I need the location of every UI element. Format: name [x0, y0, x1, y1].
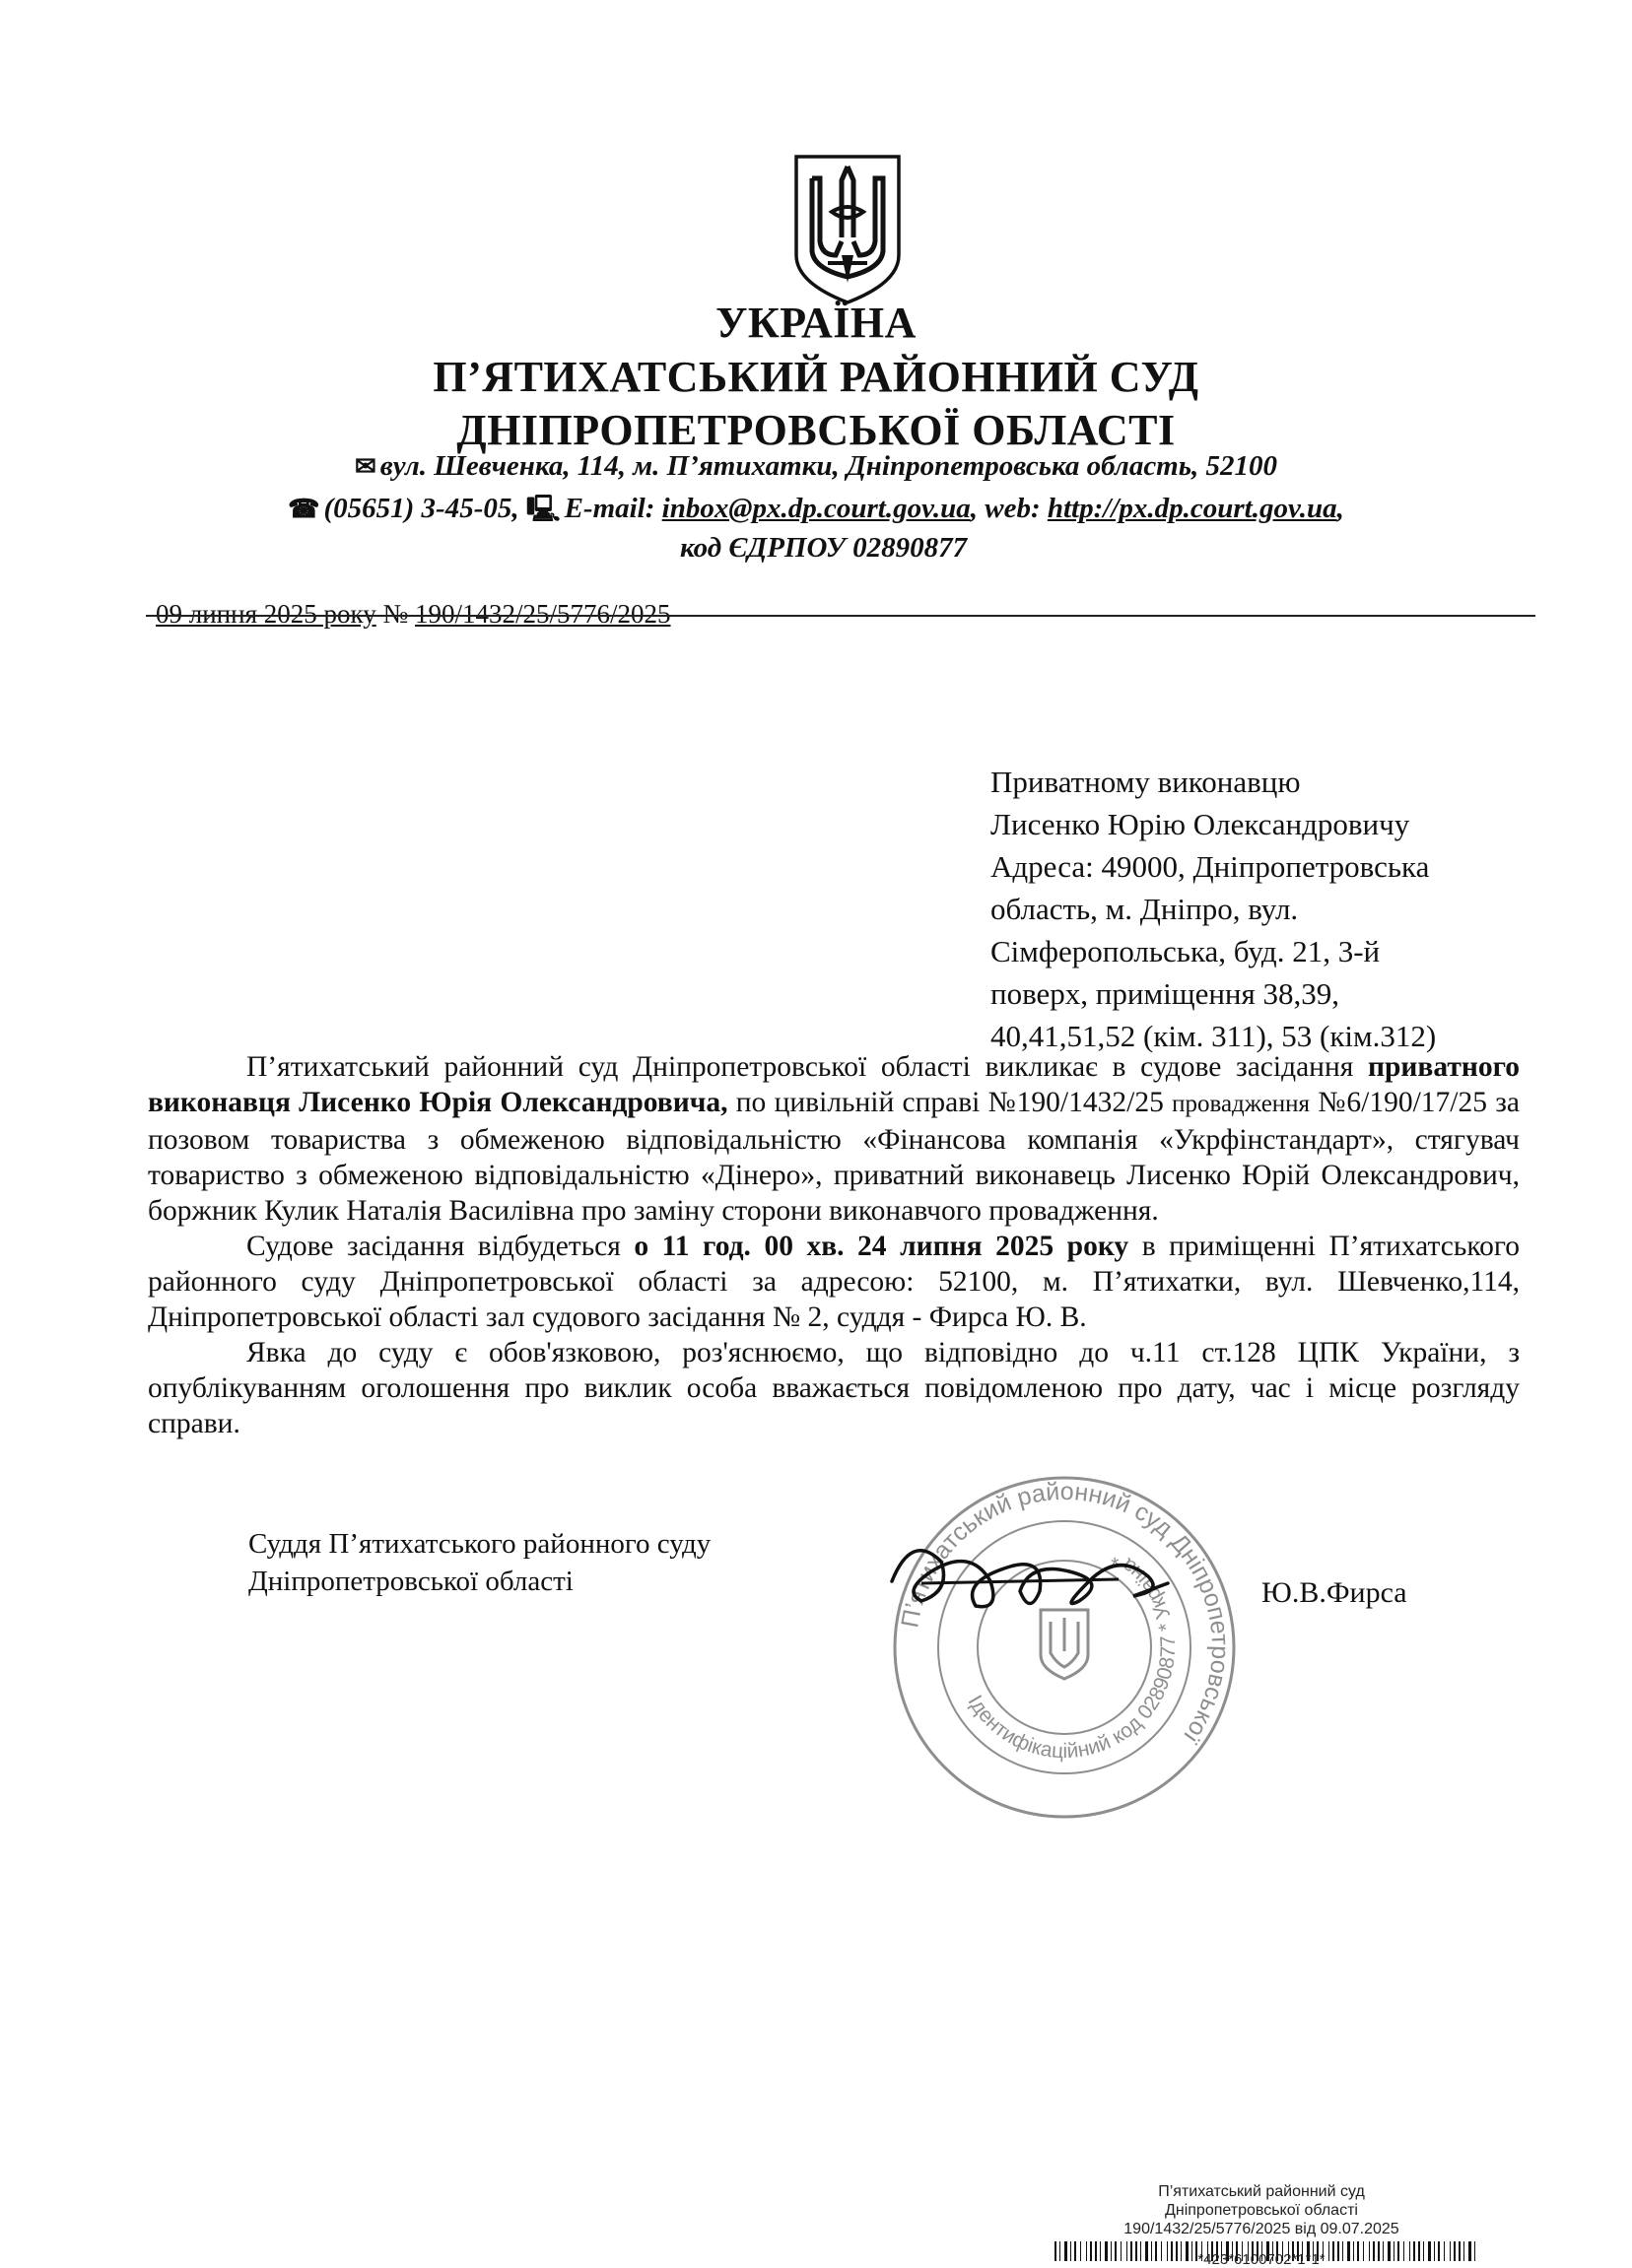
- attendance-paragraph: Явка до суду є обов'язковою, роз'яснюємо, що відповідно до ч.11 ст.128 ЦПК України, з опублікуванням оголошення про виклик особа вважається повідомленою про дату, час і місце розгляду справи.: [148, 1337, 1520, 1439]
- court-address: вул. Шевченка, 114, м. П’ятихатки, Дніпропетровська область, 52100: [379, 450, 1277, 482]
- document-date: 09 липня 2025 року: [156, 599, 376, 629]
- summons-paragraph: [148, 1049, 1520, 1229]
- court-address-line: [0, 450, 1632, 483]
- court-phone: (05651) 3-45-05,: [323, 493, 519, 524]
- recipient-line: Лисенко Юрію Олександровичу: [990, 807, 1410, 841]
- paragraph-text: Судове засідання відбудеться: [246, 1231, 635, 1262]
- recipient-block: [990, 761, 1503, 1057]
- handwritten-signature: [882, 1522, 1178, 1640]
- email-label: E-mail:: [564, 493, 655, 524]
- country-heading: УКРАЇНА: [715, 299, 917, 347]
- recipient-line: Приватному виконавцю: [990, 765, 1301, 799]
- court-heading: П’ЯТИХАТСЬКИЙ РАЙОННИЙ СУД: [433, 353, 1199, 401]
- registry-line: П’ятихатський районний суд: [1158, 2183, 1365, 2200]
- signer-title-line: Дніпропетровської області: [248, 1566, 574, 1597]
- svg-text:П’ятихатський районний суд Дні: П’ятихатський районний суд Дніпропетровської: [896, 1477, 1235, 1749]
- recipient-line: поверх, приміщення 38,39,: [990, 976, 1340, 1011]
- hearing-datetime: о 11 год. 00 хв. 24 липня 2025 року: [634, 1231, 1129, 1262]
- web-label: , web:: [970, 493, 1041, 524]
- signer-title-line: Суддя П’ятихатського районного суду: [248, 1528, 712, 1560]
- registry-line: Дніпропетровської області: [1165, 2202, 1358, 2219]
- summons-body: [148, 1049, 1520, 1441]
- computer-icon: 🖳: [525, 495, 561, 523]
- edrpou-code: код ЄДРПОУ 02890877: [680, 532, 968, 564]
- hearing-paragraph: [148, 1229, 1520, 1335]
- document-number: 190/1432/25/5776/2025: [415, 599, 671, 629]
- paragraph-text: П’ятихатський районний суд Дніпропетровської області викликає в судове засідання: [246, 1051, 1369, 1083]
- recipient-line: Сімферопольська, буд. 21, 3-й: [990, 934, 1381, 968]
- paragraph-text: по цивільній справі №190/1432/25: [727, 1087, 1173, 1118]
- region-heading: ДНІПРОПЕТРОВСЬКОЇ ОБЛАСТІ: [456, 406, 1176, 454]
- barcode-text: *423*6100702*1*1*: [1197, 2251, 1326, 2268]
- coat-of-arms-icon: [788, 153, 907, 305]
- registry-line: 190/1432/25/5776/2025 від 09.07.2025: [1123, 2221, 1399, 2237]
- phone-icon: ☎: [288, 495, 320, 523]
- paragraph-text: в приміщенні П’ятихатського районного суду Дніпропетровської області за адресою: 52100, м. П’ятихатки, вул. Шевченко,114, Дніпропетровської області зал судового засідання № 2, суддя - Фирса Ю. В.: [148, 1231, 1521, 1333]
- judge-name: Ю.В.Фирса: [1261, 1576, 1407, 1609]
- recipient-line: Адреса: 49000, Дніпропетровська: [990, 849, 1430, 884]
- svg-text:Ідентифікаційний код 02890877: Ідентифікаційний код 02890877 * Україна *: [963, 1546, 1181, 1764]
- email-link[interactable]: inbox@px.dp.court.gov.ua: [661, 493, 971, 524]
- envelope-icon: ✉: [355, 452, 376, 481]
- recipient-line: область, м. Дніпро, вул.: [990, 892, 1299, 926]
- recipient-line: 40,41,51,52 (кім. 311), 53 (кім.312): [990, 1019, 1437, 1053]
- court-contact-line: [0, 491, 1632, 534]
- signer-title: [248, 1525, 711, 1600]
- registry-footer: [1045, 2182, 1478, 2238]
- web-suffix: ,: [1336, 493, 1344, 524]
- paragraph-text: №6/190/17/25 за позовом товариства з обмеженою відповідальністю «Фінансова компанія «Укрфінстандарт», стягувач товариство з обмеженою відповідальністю «Дінеро», приватний виконавець Лисенко Юрій Олександрович, боржник Кулик Наталія Василівна про заміну сторони виконавчого провадження.: [148, 1087, 1520, 1227]
- header-divider: [146, 615, 1535, 617]
- web-link[interactable]: http://px.dp.court.gov.ua: [1047, 493, 1337, 524]
- number-sign: №: [375, 599, 415, 629]
- paragraph-text: провадження: [1172, 1091, 1311, 1117]
- summoned-party: приватного виконавця Лисенко Юрія Олександровича,: [148, 1051, 1520, 1118]
